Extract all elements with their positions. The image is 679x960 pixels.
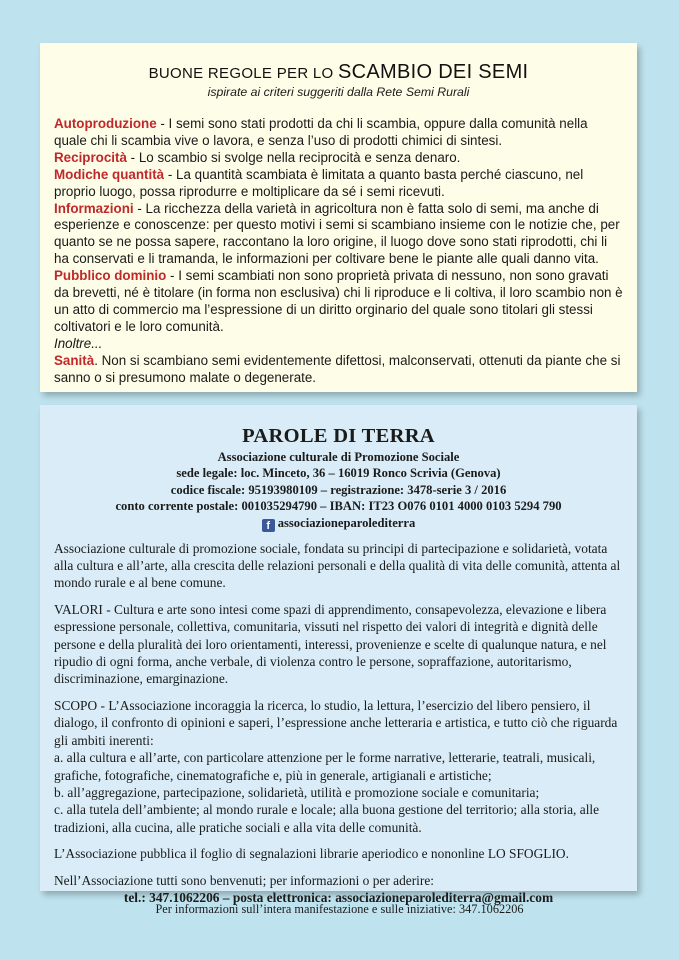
rules-list [54, 116, 623, 387]
association-address: sede legale: loc. Minceto, 36 – 16019 Ronco Scrivia (Genova) [176, 466, 501, 481]
association-info [54, 449, 623, 532]
scopo-item: b. all’aggregazione, partecipazione, solidarietà, utilità e promozione sociale e comunitaria; [54, 784, 540, 800]
seed-rules-subtitle: ispirate ai criteri suggeriti dalla Rete Semi Rurali [207, 85, 470, 99]
inoltre-label: Inoltre... [54, 335, 103, 351]
seed-rules-panel [40, 43, 637, 392]
association-bank-info: conto corrente postale: 001035294790 – IBAN: IT23 O076 0101 4000 0103 5294 790 [115, 499, 562, 514]
valori-paragraph: VALORI - Cultura e arte sono intesi come spazi di apprendimento, consapevolezza, elevazione e libera espressione personale, collettiva, comunitaria, vissuti nel rispetto dei valori di integrità e dignità delle persone e della pluralità dei loro orientamenti, interessi, provenienze e scelte di qualunque natura, e nel ripudio di ogni forma, anche verbale, di violenza contro le persone, sopraffazione, autoritarismo, discriminazione, emarginazione. [54, 601, 607, 687]
scopo-paragraph: SCOPO - L’Associazione incoraggia la ricerca, lo studio, la lettura, l’esercizio del libero pensiero, il dialogo, il confronto di opinioni e saperi, l’espressione anche letteraria e artistica, e tutto ciò che riguarda gli ambiti inerenti: [54, 697, 618, 748]
sfoglio-paragraph: L’Associazione pubblica il foglio di segnalazioni librarie aperiodico e nononline LO SFOGLIO. [54, 846, 569, 862]
contacts-line[interactable]: tel.: 347.1062206 – posta elettronica: associazioneparolediterra@gmail.com [123, 889, 554, 905]
intro-paragraph: Associazione culturale di promozione sociale, fondata su principi di partecipazione e solidarietà, votata alla cultura e all’arte, alla crescita delle relazioni personali e della qualità di vita delle comunità, attenta al mondo rurale e al bene comune. [54, 540, 621, 591]
rule-item: Modiche quantità - La quantità scambiata è limitata a quanto basta perché ciascuno, nel proprio luogo, possa riprodurre e moltiplicare da sé i semi ricevuti. [54, 166, 584, 199]
association-title: PAROLE DI TERRA [242, 425, 435, 447]
facebook-link[interactable]: f associazioneparolediterra [54, 515, 623, 532]
rule-item: Pubblico dominio - I semi scambiati non sono proprietà privata di nessuno, non sono gravati da brevetti, né è titolare (in forma non esclusiva) chi li riproduce e li coltiva, il loro scambio non è un atto di commercio ma l’espressione di un diritto orginario del quale sono titolari gli stessi coltivatori e le loro comunità. [54, 268, 623, 334]
association-description [54, 540, 623, 907]
rule-item: Autoproduzione - I semi sono stati prodotti da chi li scambia, oppure dalla comunità nella quale chi li scambia vive o lavora, e senza l’uso di prodotti chimici di sintesi. [54, 116, 588, 148]
scopo-item: a. alla cultura e all’arte, con particolare attenzione per le forme narrative, letterarie, teatrali, musicali, grafiche, fotografiche, cinematografiche e, più in generale, artigianali e artistiche; [54, 750, 596, 783]
rule-item: Informazioni - La ricchezza della varietà in agricoltura non è fatta solo di semi, ma anche di esperienze e conoscenze: per questo motivi i semi si scambiano insieme con le notizie che, per quanto se ne possa sapere, raccontano la loro origine, il luogo dove sono stati riprodotti, chi li ha conservati e li tramanda, le informazioni per coltivare bene le piante alle quali danno vita. [54, 200, 620, 267]
rule-item: Sanità. Non si scambiano semi evidentemente difettosi, malconservati, ottenuti da piante che si sanno o si presumono malate o degenerate. [54, 352, 621, 385]
association-type: Associazione culturale di Promozione Sociale [217, 450, 460, 464]
footer-info: Per informazioni sull’intera manifestazione e sulle iniziative: 347.1062206 [155, 902, 524, 916]
facebook-icon: f [262, 519, 275, 532]
scopo-item: c. alla tutela dell’ambiente; al mondo rurale e locale; alla buona gestione del territorio; alla storia, alle tradizioni, alla cucina, alle pratiche sociali e alla vita delle comunità. [54, 802, 600, 835]
welcome-paragraph: Nell’Associazione tutti sono benvenuti; per informazioni o per aderire: [54, 872, 435, 888]
rule-item: Reciprocità - Lo scambio si svolge nella reciprocità e senza denaro. [54, 149, 461, 165]
association-fiscal-code: codice fiscale: 95193980109 – registrazione: 3478-serie 3 / 2016 [170, 482, 507, 497]
association-panel [40, 405, 637, 905]
seed-rules-title: BUONE REGOLE PER LO SCAMBIO DEI SEMI [148, 61, 529, 83]
